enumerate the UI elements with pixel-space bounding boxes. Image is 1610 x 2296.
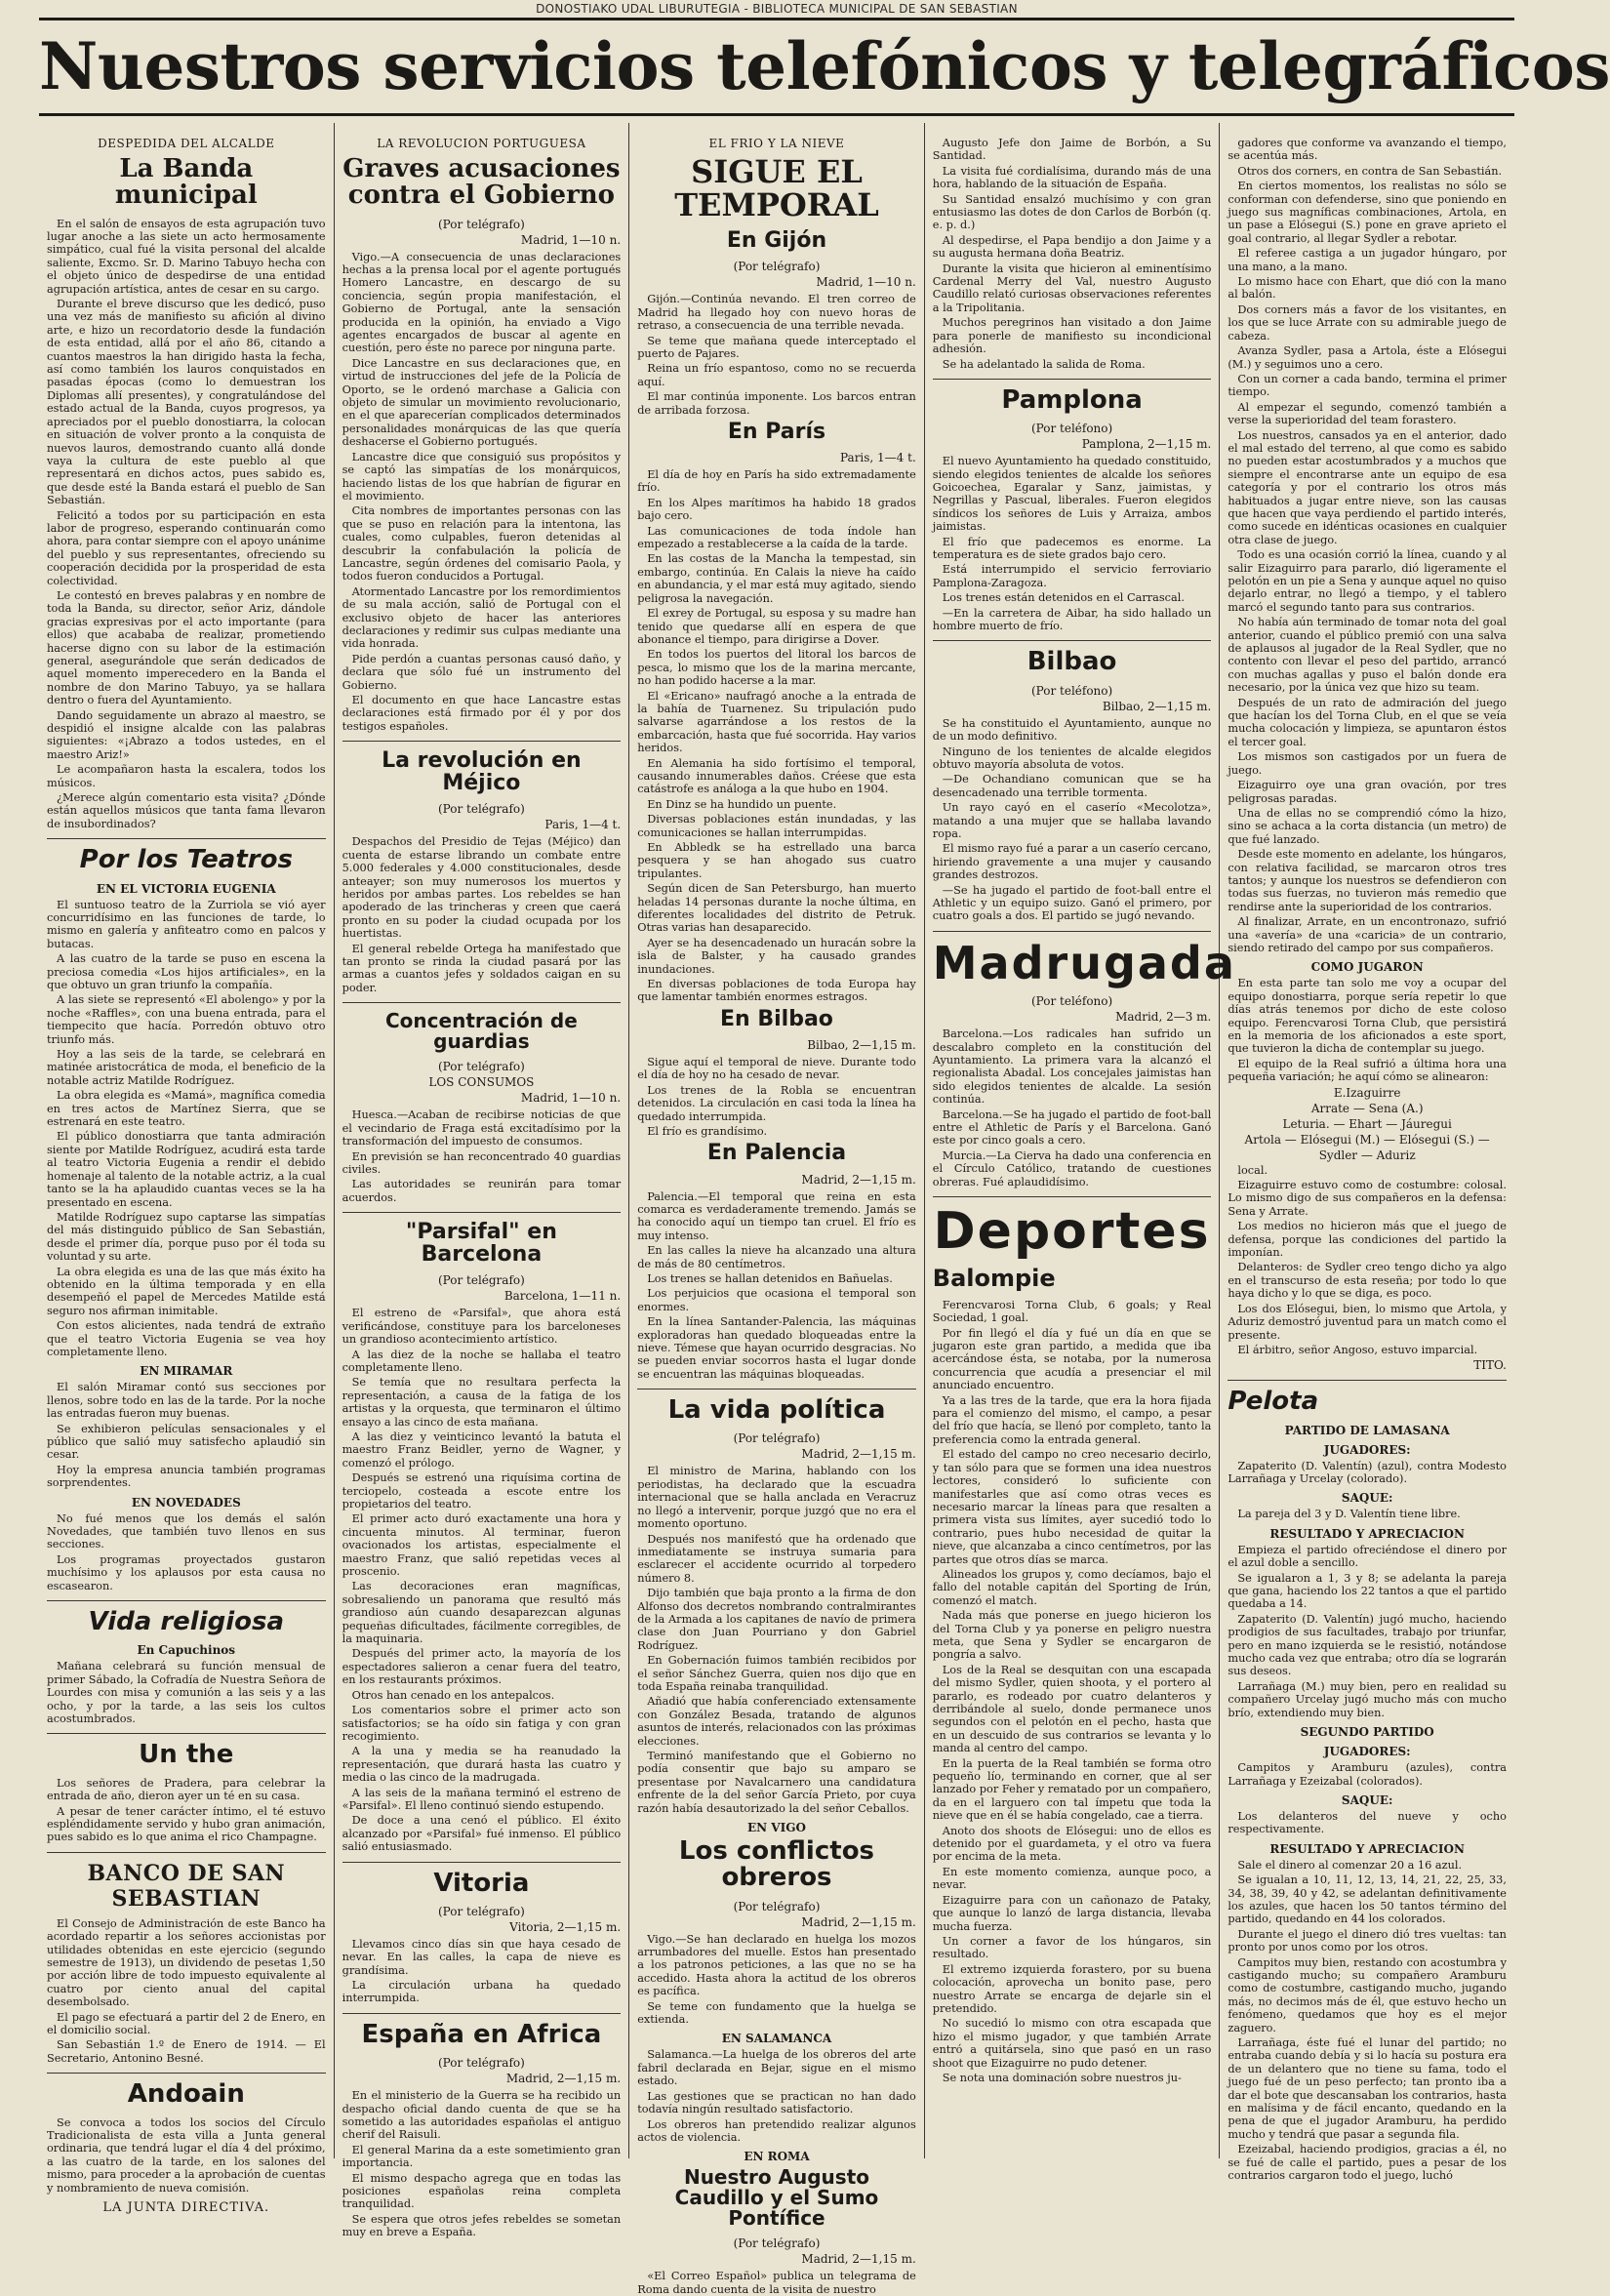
byline: (Por telégrafo) xyxy=(733,260,821,274)
subhead: En París xyxy=(727,419,826,444)
paragraph: A las siete se representó «El abolengo» y por la noche «Raffles», con una buena entrada, para el tiempecito que hacía. Porredón obtuvo otro triunfo más. xyxy=(47,993,326,1046)
byline: (Por telégrafo) xyxy=(437,802,525,817)
paragraph: Los trenes están detenidos en el Carrascal. xyxy=(942,591,1185,605)
column-4 xyxy=(925,123,1236,2158)
paragraph: Los perjuicios que ocasiona el temporal son enormes. xyxy=(637,1287,916,1313)
kicker: EL FRIO Y LA NIEVE xyxy=(708,137,845,150)
subhead: En Gijón xyxy=(726,228,827,254)
paragraph: El estreno de «Parsifal», que ahora está verificándose, constituye para los barceloneses un grandioso acontecimiento artístico. xyxy=(342,1307,622,1347)
paragraph: Felicitó a todos por su participación en esta labor de progreso, esperando continuarán como ahora, para contar siempre con el apoyo unánime del pueblo y sus representantes, ofreciendo su cooperación decidida por la prosperidad de esta colectividad. xyxy=(47,508,326,587)
separator xyxy=(342,741,622,742)
paragraph: Anoto dos shoots de Elósegui: uno de ellos es detenido por el guardameta, y el otro va fuera por encima de la meta. xyxy=(932,1824,1212,1864)
library-watermark: DONOSTIAKO UDAL LIBURUTEGIA - BIBLIOTECA MUNICIPAL DE SAN SEBASTIAN xyxy=(536,2,1018,16)
paragraph: En los Alpes marítimos ha habido 18 grados bajo cero. xyxy=(637,496,916,523)
paragraph: Está interrumpido el servicio ferroviario Pamplona-Zaragoza. xyxy=(932,563,1212,589)
paragraph: El referee castiga a un jugador húngaro, por una mano, a la mano. xyxy=(1228,247,1507,273)
paragraph: A la una y media se ha reanudado la representación, que durará hasta las cuatro y media o las cinco de la madrugada. xyxy=(342,1745,622,1785)
separator xyxy=(1228,1380,1507,1381)
signature: TITO. xyxy=(1473,1358,1507,1373)
dateline: Madrid, 2—1,15 m. xyxy=(801,1172,916,1187)
paragraph: Se espera que otros jefes rebeldes se sometan muy en breve a España. xyxy=(342,2212,622,2239)
paragraph: Al finalizar, Arrate, en un encontronazo, sufrió una «avería» de una «caricia» de un contrario, siendo retirado del campo por sus compañeros. xyxy=(1228,915,1507,954)
paragraph: Hoy la empresa anuncia también programas sorprendentes. xyxy=(47,1463,326,1490)
paragraph: El exrey de Portugal, su esposa y su madre han tenido que quedarse allí en espera de que abonance el tiempo, para dirigirse a Dover. xyxy=(637,607,916,646)
paragraph: Zapaterito (D. Valentín) (azul), contra Modesto Larrañaga y Urcelay (colorado). xyxy=(1228,1459,1507,1486)
paragraph: En ciertos momentos, los realistas no sólo se conforman con defenderse, sino que poniendo en juego sus magníficas combinaciones, Artola, en un pase a Elósegui (S.) pone en grave aprieto el goal contrario, al llegar Sydler a rebotar. xyxy=(1228,180,1507,245)
separator xyxy=(47,2073,326,2074)
paragraph: El salón Miramar contó sus secciones por llenos, sobre todo en las de la tarde. Por la noche las entradas fueron muy buenas. xyxy=(47,1381,326,1421)
paragraph: En este momento comienza, aunque poco, a nevar. xyxy=(932,1865,1212,1892)
paragraph: En la puerta de la Real también se forma otro pequeño lío, terminando en corner, que al ser lanzado por Feher y rematado por un compañero, da en el larguero con tal ímpetu que toda la nieve que en él se había congelado, cae a tierra. xyxy=(932,1756,1212,1823)
article-title: Pamplona xyxy=(1001,384,1143,415)
paragraph: Se ha constituido el Ayuntamiento, aunque no de un modo definitivo. xyxy=(932,716,1212,744)
dateline: Madrid, 2—1,15 m. xyxy=(801,1914,916,1929)
byline: (Por teléfono) xyxy=(1030,422,1113,436)
paragraph: Según dicen de San Petersburgo, han muerto heladas 14 personas durante la noche última, en diferentes localidades del distrito de Petruk. Otras varias han desaparecido. xyxy=(637,882,916,935)
paragraph: El estado del campo no creo necesario decirlo, y tan sólo para que se formen una idea nuestros lectores, consideró lo suficiente con manifestarles que así como otras veces es necesario marcar la líneas para que resalten a primera vista sus límites, ayer sucedió todo lo contrario, pues hubo necesidad de quitar la nieve, que alcanzaba a cinco centímetros, por las partes que otros días se marca. xyxy=(932,1448,1212,1566)
byline: (Por telégrafo) xyxy=(733,2236,821,2251)
paragraph: Le contestó en breves palabras y en nombre de toda la Banda, su director, señor Ariz, dándole gracias expresivas por el acto importante (para ellos) que acababa de realizar, prometiendo hacerse digno con su labor de la estimación general, asegurándole que serán dedicados de aquel momento imperecedero en la Banda el nombre de don Marino Tabuyo, ya se hallara dentro o fuera del Ayuntamiento. xyxy=(47,588,326,707)
subsection: JUGADORES: xyxy=(1323,1745,1411,1759)
kicker: LA REVOLUCION PORTUGUESA xyxy=(377,137,586,150)
dateline: Bilbao, 2—1,15 m. xyxy=(1102,699,1212,713)
paragraph: San Sebastián 1.º de Enero de 1914. — El Secretario, Antonino Besné. xyxy=(47,2038,326,2065)
paragraph: Las comunicaciones de toda índole han empezado a restablecerse a la caída de la tarde. xyxy=(637,524,916,551)
lineup-line: Leturia. — Ehart — Jáuregui xyxy=(1282,1116,1452,1131)
paragraph: Los delanteros del nueve y ocho respectivamente. xyxy=(1228,1809,1507,1836)
paragraph: Dijo también que baja pronto a la firma de don Alfonso dos decretos nombrando contralmirantes de la Armada a los capitanes de navío de primera clase don Juan Pourriano y don Gabriel Rodríguez. xyxy=(637,1587,916,1652)
article-title: Graves acusaciones contra el Gobierno xyxy=(342,154,621,211)
article-title: Nuestro Augusto Caudillo y el Sumo Pontífice xyxy=(674,2165,879,2231)
paragraph: Matilde Rodríguez supo captarse las simpatías del más distinguido público de San Sebastián, desde el primer día, porque puso por él toda su voluntad y su arte. xyxy=(47,1210,326,1264)
paragraph: Atormentado Lancastre por los remordimientos de su mala acción, salió de Portugal con el exclusivo objeto de hacer las anteriores declaraciones y redimir sus culpas mediante una vida honrada. xyxy=(342,584,622,651)
paragraph: Vigo.—Se han declarado en huelga los mozos arrumbadores del muelle. Estos han presentado a los patronos peticiones, a las que no se ha accedido. Hasta ahora la actitud de los obreros es pacífica. xyxy=(637,1932,916,1998)
paragraph: Se temía que no resultara perfecta la representación, a causa de la fatiga de los artistas y la orquesta, que terminaron el último ensayo a las cinco de esta mañana. xyxy=(342,1376,622,1429)
paragraph: Dos corners más a favor de los visitantes, en los que se luce Arrate con su admirable juego de cabeza. xyxy=(1228,302,1507,342)
paragraph: Gijón.—Continúa nevando. El tren correo de Madrid ha llegado hoy con nuevo horas de retraso, a consecuencia de una terrible nevada. xyxy=(637,293,916,333)
dateline: Madrid, 1—10 n. xyxy=(520,1091,622,1106)
subhead: En Bilbao xyxy=(720,1006,833,1031)
paragraph: Le acompañaron hasta la escalera, todos los músicos. xyxy=(47,763,326,789)
separator xyxy=(637,1389,916,1390)
columns xyxy=(39,123,1514,2296)
paragraph: Mañana celebrará su función mensual de primer Sábado, la Cofradía de Nuestra Señora de Lourdes con misa y comunión a las seis y a las ocho, y por la tarde, a las seis los cultos acostumbrados. xyxy=(47,1660,326,1725)
byline: (Por telégrafo) xyxy=(437,2056,525,2071)
paragraph: Se nota una dominación sobre nuestros ju- xyxy=(942,2071,1182,2084)
paragraph: De doce a una cenó el público. El éxito alcanzado por «Parsifal» fué inmenso. El público salió entusiasmado. xyxy=(342,1814,622,1854)
paragraph: Los nuestros, cansados ya en el anterior, dado el mal estado del terreno, al que como es sabido no pueden estar acostumbrados y a muchos que siempre el encontrarse ante un equipo de esa categoría y por el contrario los otros más habituados a jugar entre nieve, son las causas que hacen que vaya perdiendo el partido interés, como sucede en idénticas ocasiones en cualquier otra clase de juego. xyxy=(1228,428,1507,546)
paragraph: Ayer se ha desencadenado un huracán sobre la isla de Balster, y ha causado grandes inundaciones. xyxy=(637,936,916,976)
paragraph: El frío es grandísimo. xyxy=(647,1125,768,1138)
paragraph: La obra elegida es «Mamá», magnífica comedia en tres actos de Martínez Sierra, que se estrenará en este teatro. xyxy=(47,1089,326,1129)
paragraph: La visita fué cordialísima, durando más de una hora, hablando de la situación de España. xyxy=(932,164,1212,191)
paragraph: Ferencvarosi Torna Club, 6 goals; y Real Sociedad, 1 goal. xyxy=(932,1298,1212,1325)
top-rule xyxy=(39,18,1514,20)
paragraph: Los trenes de la Robla se encuentran detenidos. La circulación en casi toda la línea ha quedado interrumpida. xyxy=(637,1083,916,1123)
paragraph: Una de ellas no se comprendió cómo la hizo, sino se achaca a la corta distancia (un metro) de que fué lanzado. xyxy=(1228,806,1507,846)
subsection: PARTIDO DE LAMASANA xyxy=(1284,1423,1450,1437)
subsection: EN ROMA xyxy=(744,2150,810,2164)
paragraph: Dice Lancastre en sus declaraciones que, en virtud de instrucciones del jefe de la Policía de Oporto, se le ordenó marchase a Galicia con objeto de simular un movimiento revolucionario, en el que aparecerían complicados determinados personalidades monárquicas de las que quería deshacerse el Gobierno portugués. xyxy=(342,356,622,449)
byline: (Por telégrafo) xyxy=(437,217,525,231)
dateline: Paris, 1—4 t. xyxy=(544,818,622,832)
paragraph: Nada más que ponerse en juego hicieron los del Torna Club y ya ponerse en peligro nuestra meta, que Sena y Sydler se encargaron de pongría a salvo. xyxy=(932,1609,1212,1662)
dateline: Barcelona, 1—11 n. xyxy=(503,1289,622,1304)
paragraph: Durante el breve discurso que les dedicó, puso una vez más de manifiesto su afición al divino arte, e hizo un recordatorio desde la fundación de esta entidad, allá por el año 86, citando a cuantos maestros la han dirigido hasta la fecha, así como también los lauros conquistados en pasadas épocas (como lo demuestran los Diplomas allí presentes), y congratulándose del estado actual de la Banda, cuyos progresos, ya apreciados por el pueblo donostiarra, la colocan en situación de volver pronto a la conquista de nuevos lauros, demostrando cuanto allá donde vaya la cultura de este pueblo al que representará en dichos actos, pues sabido es, que desde esté la Banda estará el pueblo de San Sebastián. xyxy=(47,298,326,507)
paragraph: Su Santidad ensalzó muchísimo y con gran entusiasmo las dotes de don Carlos de Borbón (q. e. p. d.) xyxy=(932,192,1212,232)
article-title: Vitoria xyxy=(433,1868,530,1898)
separator xyxy=(933,640,1212,641)
paragraph: Diversas poblaciones están inundadas, y las comunicaciones se hallan interrumpidas. xyxy=(637,813,916,839)
dateline: Pamplona, 2—1,15 m. xyxy=(1081,437,1212,452)
paragraph: En Alemania ha sido fortísimo el temporal, causando innumerables daños. Créese que esta catástrofe es análoga a la que hubo en 1904. xyxy=(637,756,916,796)
paragraph: La pareja del 3 y D. Valentín tiene libre. xyxy=(1237,1508,1461,1521)
column-3 xyxy=(629,123,925,2296)
subsection: SAQUE: xyxy=(1341,1792,1393,1807)
paragraph: El general Marina da a este sometimiento gran importancia. xyxy=(342,2143,622,2170)
subsection: JUGADORES: xyxy=(1323,1442,1411,1457)
paragraph: Se teme con fundamento que la huelga se extienda. xyxy=(637,1999,916,2027)
paragraph: Murcia.—La Cierva ha dado una conferencia en el Círculo Católico, tratando de cuestiones obreras. Fué aplaudidísimo. xyxy=(932,1148,1212,1188)
lineup-line: Artola — Elósegui (M.) — Elósegui (S.) — xyxy=(1244,1132,1490,1147)
article-title: Madrugada xyxy=(932,936,1236,989)
paragraph: No sucedió lo mismo con otra escapada que hizo el mismo jugador, y que también Arrate entró a quitársela, sino que pasó en un raso shoot que Eizaguirre no pudo detener. xyxy=(932,2017,1212,2070)
paragraph: El «Ericano» naufragó anoche a la entrada de la bahía de Tuarnenez. Su tripulación pudo salvarse agarrándose a los restos de la embarcación, hasta que fué socorrida. Hay varios heridos. xyxy=(637,689,916,755)
paragraph: El primer acto duró exactamente una hora y cincuenta minutos. Al terminar, fueron ovacionados los artistas, especialmente el maestro Franz, que salió repetidas veces al proscenio. xyxy=(342,1512,622,1579)
section-title: Por los Teatros xyxy=(79,845,293,875)
paragraph: Los dos Elósegui, bien, lo mismo que Artola, y Aduriz demostró juventud para un match como el presente. xyxy=(1228,1302,1507,1342)
dateline: Madrid, 2—3 m. xyxy=(1115,1010,1212,1025)
paragraph: Dando seguidamente un abrazo al maestro, se despidió el insigne alcalde con las palabras siguientes: «¡Abrazo a todos ustedes, en el maestro Ariz!» xyxy=(47,708,326,761)
byline: (Por telégrafo) xyxy=(437,1060,525,1074)
paragraph: Ninguno de los tenientes de alcalde elegidos obtuvo mayoría absoluta de votos. xyxy=(932,745,1212,771)
paragraph: El mismo rayo fué a parar a un caserío cercano, hiriendo gravemente a una mujer y causando grandes destrozos. xyxy=(932,842,1212,882)
paragraph: Augusto Jefe don Jaime de Borbón, a Su Santidad. xyxy=(932,137,1212,163)
paragraph: Durante el juego el dinero dió tres vueltas: tan pronto por unos como por los otros. xyxy=(1228,1927,1507,1954)
byline: (Por telégrafo) xyxy=(733,1431,821,1446)
paragraph: Hoy a las seis de la tarde, se celebrará en matinée aristocrática de moda, el beneficio de la notable actriz Matilde Rodríguez. xyxy=(47,1048,326,1087)
paragraph: Los de la Real se desquitan con una escapada del mismo Sydler, quien shoota, y el portero al pararlo, es rodeado por cuatro delanteros y derribándole al suelo, donde permanece unos segundos con el pelotón en el pecho, hasta que en un descuido de sus contrarios se levanta y lo manda al centro del campo. xyxy=(932,1663,1212,1755)
section-title: Deportes xyxy=(933,1202,1211,1262)
paragraph: Un rayo cayó en el caserío «Mecolotza», matando a una mujer que se hallaba lavando ropa. xyxy=(932,801,1212,841)
dateline: Madrid, 2—1,15 m. xyxy=(505,2072,622,2086)
article-title: Bilbao xyxy=(1026,647,1117,677)
paragraph: Después se estrenó una riquísima cortina de terciopelo, costeada a escote entre los propietarios del teatro. xyxy=(342,1471,622,1511)
paragraph: Los obreros han pretendido realizar algunos actos de violencia. xyxy=(637,2117,916,2144)
paragraph: Al despedirse, el Papa bendijo a don Jaime y a su augusta hermana doña Beatriz. xyxy=(932,233,1212,261)
separator xyxy=(342,2013,622,2014)
article-title: La vida política xyxy=(667,1395,886,1426)
paragraph: Desde este momento en adelante, los húngaros, con relativa facilidad, se marcaron otros tres tantos; y aunque los nuestros se defendieron con todas sus fuerzas, no tuvieron más remedio que rendirse ante la superioridad de los contrarios. xyxy=(1228,848,1507,913)
article-title: Concentración de guardias xyxy=(385,1009,578,1054)
dateline: Paris, 1—4 t. xyxy=(840,451,916,465)
paragraph: Empieza el partido ofreciéndose el dinero por el azul doble a sencillo. xyxy=(1228,1543,1507,1570)
kicker: DESPEDIDA DEL ALCALDE xyxy=(98,137,275,150)
paragraph: El Consejo de Administración de este Banco ha acordado repartir a los señores accionistas por utilidades obtenidas en este ejercicio (segundo semestre de 1913), un dividendo de pesetas 1,50 por acción libre de todo impuesto equivalente al cuatro por ciento anual del capital desembolsado. xyxy=(47,1916,326,2009)
paragraph: Sale el dinero al comenzar 20 a 16 azul. xyxy=(1237,1858,1463,1872)
paragraph: —En la carretera de Aibar, ha sido hallado un hombre muerto de frío. xyxy=(932,606,1212,633)
page-headline: Nuestros servicios telefónicos y telegráficos xyxy=(39,28,1610,104)
paragraph: A las diez de la noche se hallaba el teatro completamente lleno. xyxy=(342,1348,622,1374)
section-title: Un the xyxy=(139,1740,234,1770)
separator xyxy=(342,1862,622,1863)
paragraph: Todo es una ocasión corrió la línea, cuando y al salir Eizaguirro para pararlo, dió ligeramente el pelotón en un pie a Sena y aunque aquel no quiso dejarlo entrar, no llegó a tiempo, y el tablero marcó el segundo tanto para sus contrarios. xyxy=(1228,548,1507,614)
paragraph: Se ha adelantado la salida de Roma. xyxy=(942,357,1146,371)
paragraph: local. xyxy=(1237,1163,1268,1177)
paragraph: El equipo de la Real sufrió a última hora una pequeña variación; he aquí cómo se alinearon: xyxy=(1228,1057,1507,1084)
subhead: En Palencia xyxy=(706,1141,847,1166)
paragraph: En esta parte tan solo me voy a ocupar del equipo donostiarra, porque sería repetir lo que días atrás tenemos por dicho de este coloso equipo. Ferencvarosi Torna Club, que persistirá en la memoria de los aficionados a este sport, que tuvieron la dicha de contemplar su juego. xyxy=(1228,977,1507,1056)
paragraph: A pesar de tener carácter íntimo, el té estuvo espléndidamente servido y hubo gran animación, pues sabido es lo que anima el rico Champagne. xyxy=(47,1804,326,1844)
paragraph: Los señores de Pradera, para celebrar la entrada de año, dieron ayer un té en su casa. xyxy=(47,1776,326,1803)
paragraph: Ezeizabal, haciendo prodigios, gracias a él, no se fué de calle el partido, pues a pesar de los contrarios cargaron todo el juego, luchó xyxy=(1228,2143,1507,2183)
paragraph: En diversas poblaciones de toda Europa hay que lamentar también enormes estragos. xyxy=(637,978,916,1004)
separator xyxy=(933,379,1212,380)
paragraph: Después de un rato de admiración del juego que hacían los del Torna Club, en el que se veía mucha colocación y limpieza, se apuntaron éstos el tercer goal. xyxy=(1228,696,1507,748)
paragraph: Las decoraciones eran magníficas, sobresaliendo un panorama que resultó más grandioso aún cuando desaparezcan algunas pequeñas dificultades, fácilmente corregibles, de la maquinaria. xyxy=(342,1580,622,1646)
paragraph: Con estos alicientes, nada tendrá de extraño que el teatro Victoria Eugenia se vea hoy completamente lleno. xyxy=(47,1319,326,1358)
separator xyxy=(342,1212,622,1213)
column-5 xyxy=(1220,123,1514,2183)
paragraph: Los trenes se hallan detenidos en Bañuelas. xyxy=(647,1271,893,1285)
paragraph: El público donostiarra que tanta admiración siente por Matilde Rodríguez, acudirá esta tarde al teatro Victoria Eugenia a rendir el debido homenaje al talento de la notable actriz, a la cual tanto se la ha aplaudido cuantas veces se la ha presentado en escena. xyxy=(47,1130,326,1209)
paragraph: El suntuoso teatro de la Zurriola se vió ayer concurridísimo en las funciones de tarde, lo mismo en galería y anfiteatro como en palcos y butacas. xyxy=(47,898,326,950)
paragraph: En el ministerio de la Guerra se ha recibido un despacho oficial dando cuenta de que se ha sometido a las autoridades españolas el antiguo cherif del Raisuli. xyxy=(342,2089,622,2142)
paragraph: En previsión se han reconcentrado 40 guardias civiles. xyxy=(342,1149,622,1176)
separator xyxy=(342,1002,622,1003)
paragraph: El documento en que hace Lancastre estas declaraciones está firmado por él y por dos testigos españoles. xyxy=(342,694,622,733)
paragraph: Otros han cenado en los antepalcos. xyxy=(351,1688,555,1702)
paragraph: El extremo izquierda forastero, por su buena colocación, aprovecha un bonito pase, pero nuestro Arrate se encarga de dejarle sin el pretendido. xyxy=(932,1962,1212,2015)
lineup-line: Arrate — Sena (A.) xyxy=(1310,1101,1424,1115)
paragraph: ¿Merece algún comentario esta visita? ¿Dónde están aquellos músicos que tanta fama llevaron de insubordinados? xyxy=(47,791,326,830)
paragraph: No había aún terminado de tomar nota del goal anterior, cuando el público premió con una salva de aplausos al jugador de la Real Sydler, que no contento con llevar el peso del partido, arrancó con muchas agallas y puso el balón donde era necesario, por la única vez que hizo su team. xyxy=(1228,616,1507,695)
byline: (Por telégrafo) xyxy=(437,1273,525,1288)
paragraph: Despachos del Presidio de Tejas (Méjico) dan cuenta de estarse librando un combate entre 5.000 federales y 4.000 constitucionales, desde anteayer; son muy numerosos los muertos y heridos por ambas partes. Los rebeldes se han apoderado de las trincheras y creen que caerá pronto en su poder la ciudad ocupada por los huertistas. xyxy=(342,835,622,941)
separator xyxy=(933,931,1212,932)
paragraph: Reina un frío espantoso, como no se recuerda aquí. xyxy=(637,362,916,388)
paragraph: En el salón de ensayos de esta agrupación tuvo lugar anoche a las siete un acto hermosamente simpático, cual fué la visita personal del alcalde saliente, Excmo. Sr. D. Marino Tabuyo hecha con el objeto único de despedirse de una entidad agrupación artística, antes de cesar en su cargo. xyxy=(47,217,326,296)
separator xyxy=(47,1733,326,1734)
paragraph: Se convoca a todos los socios del Círculo Tradicionalista de esta villa a Junta general ordinaria, que tendrá lugar el día 4 del próximo, a las cuatro de la tarde, en los salones del mismo, para proceder a la aprobación de cuentas y nombramiento de nueva comisión. xyxy=(47,2115,326,2195)
paragraph: En las costas de la Mancha la tempestad, sin embargo, continúa. En Calais la nieve ha caído en abundancia, y el mar está muy agitado, siendo peligrosa la navegación. xyxy=(637,552,916,605)
paragraph: El día de hoy en París ha sido extremadamente frío. xyxy=(637,468,916,495)
paragraph: Con un corner a cada bando, termina el primer tiempo. xyxy=(1228,372,1507,399)
paragraph: A las cuatro de la tarde se puso en escena la preciosa comedia «Los hijos artificiales», en la que obtuvo un gran triunfo la compañía. xyxy=(47,952,326,992)
byline: (Por teléfono) xyxy=(1030,994,1113,1009)
paragraph: Se igualaron a 1, 3 y 8; se adelanta la pareja que gana, haciendo los 22 tantos a que el partido quedaba a 14. xyxy=(1228,1571,1507,1611)
paragraph: La obra elegida es una de las que más éxito ha obtenido en la última temporada y en ella desempeñó el papel de Mercedes Matilde está seguro nos afirman inimitable. xyxy=(47,1265,326,1317)
paragraph: A las diez y veinticinco levantó la batuta el maestro Franz Beidler, yerno de Wagner, y comenzó el prólogo. xyxy=(342,1430,622,1470)
section-title: Vida religiosa xyxy=(88,1607,285,1637)
headline-rule xyxy=(39,113,1514,116)
signature: LA JUNTA DIRECTIVA. xyxy=(102,2199,270,2215)
subsection: LOS CONSUMOS xyxy=(428,1075,535,1090)
byline: (Por teléfono) xyxy=(1030,683,1113,698)
subsection: RESULTADO Y APRECIACION xyxy=(1269,1841,1465,1856)
paragraph: Pide perdón a cuantas personas causó daño, y declara que sólo fué un instrumento del Gobierno. xyxy=(342,652,622,692)
paragraph: La circulación urbana ha quedado interrumpida. xyxy=(342,1979,622,2005)
dateline: Bilbao, 2—1,15 m. xyxy=(807,1037,916,1052)
dateline: Vitoria, 2—1,15 m. xyxy=(509,1919,622,1934)
subsection: SAQUE: xyxy=(1341,1491,1393,1506)
paragraph: gadores que conforme va avanzando el tiempo, se acentúa más. xyxy=(1228,137,1507,163)
subhead: Balompie xyxy=(932,1264,1056,1292)
paragraph: El ministro de Marina, hablando con los periodistas, ha declarado que la escuadra internacional que se halla anclada en Veracruz no llegó a intervenir, porque juzgó que no era el momento oportuno. xyxy=(637,1465,916,1531)
paragraph: El árbitro, señor Angoso, estuvo imparcial. xyxy=(1237,1343,1478,1356)
paragraph: Al empezar el segundo, comenzó también a verse la superioridad del team forastero. xyxy=(1228,400,1507,427)
article-title: España en Africa xyxy=(361,2019,602,2049)
paragraph: Huesca.—Acaban de recibirse noticias de que el vecindario de Fraga está excitadísimo por la transformación del impuesto de consumos. xyxy=(342,1108,622,1148)
byline: (Por telégrafo) xyxy=(733,1899,821,1913)
paragraph: En Gobernación fuimos también recibidos por el señor Sánchez Guerra, quien nos dijo que en toda España reinaba tranquilidad. xyxy=(637,1654,916,1693)
paragraph: Palencia.—El temporal que reina en esta comarca es verdaderamente tremendo. Jamás se ha conocido aquí un tiempo tan cruel. El frío es muy intenso. xyxy=(637,1189,916,1242)
paragraph: Se igualan a 10, 11, 12, 13, 14, 21, 22, 25, 33, 34, 38, 39, 40 y 42, se adelantan definitivamente los azules, que hacen los 50 tantos término del partido, quedando en 44 los colorados. xyxy=(1228,1873,1507,1926)
article-title: La Banda municipal xyxy=(114,154,258,211)
column-2 xyxy=(335,123,630,2239)
dateline: Madrid, 2—1,15 m. xyxy=(801,1447,916,1462)
paragraph: Los medios no hicieron más que el juego de defensa, porque las condiciones del partido la imponían. xyxy=(1228,1220,1507,1260)
subsection: EN MIRAMAR xyxy=(140,1364,233,1379)
lineup-line: E.Izaguirre xyxy=(1333,1085,1401,1100)
paragraph: El mismo despacho agrega que en todas las posiciones españolas reina completa tranquilidad. xyxy=(342,2171,622,2211)
paragraph: Lo mismo hace con Ehart, que dió con la mano al balón. xyxy=(1228,275,1507,302)
paragraph: Llevamos cinco días sin que haya cesado de nevar. En las calles, la capa de nieve es grandísima. xyxy=(342,1937,622,1977)
paragraph: A las seis de la mañana terminó el estreno de «Parsifal». El lleno continuó siendo estupendo. xyxy=(342,1786,622,1812)
paragraph: «El Correo Español» publica un telegrama de Roma dando cuenta de la visita de nuestro xyxy=(637,2270,916,2296)
paragraph: En la línea Santander-Palencia, las máquinas exploradoras han quedado bloqueadas entre la nieve. Témese que hayan ocurrido desgracias. No se pueden enviar socorros hasta el lugar donde se encuentran las máquinas bloqueadas. xyxy=(637,1315,916,1381)
paragraph: Las autoridades se reunirán para tomar acuerdos. xyxy=(342,1178,622,1204)
paragraph: En las calles la nieve ha alcanzado una altura de más de 80 centímetros. xyxy=(637,1244,916,1270)
subsection: RESULTADO Y APRECIACION xyxy=(1269,1526,1465,1541)
column-1 xyxy=(39,123,335,2215)
separator xyxy=(933,1196,1212,1197)
section-title: BANCO DE SAN SEBASTIAN xyxy=(87,1860,286,1912)
subsection: SEGUNDO PARTIDO xyxy=(1300,1725,1434,1740)
paragraph: Se exhibieron películas sensacionales y el público que salió muy satisfecho aplaudió sin cesar. xyxy=(47,1422,326,1462)
paragraph: En todos los puertos del litoral los barcos de pesca, lo mismo que los de la marina mercante, no han podido hacerse a la mar. xyxy=(637,648,916,688)
paragraph: Salamanca.—La huelga de los obreros del arte fabril declarada en Bejar, sigue en el mismo estado. xyxy=(637,2048,916,2088)
paragraph: Campitos muy bien, restando con acostumbra y castigando mucho; su compañero Aramburu como de costumbre, castigando mucho, jugando más, no decimos más de él, que estuvo hecho un fenómeno, quedamos que hoy es el mejor zaguero. xyxy=(1228,1955,1507,2034)
paragraph: Otros dos corners, en contra de San Sebastián. xyxy=(1237,164,1503,178)
paragraph: Barcelona.—Se ha jugado el partido de foot-ball entre el Athletic de París y el Barcelona. Ganó este por cinco goals a cero. xyxy=(932,1108,1212,1148)
paragraph: Se teme que mañana quede interceptado el puerto de Pajares. xyxy=(637,334,916,360)
subsection: EN SALAMANCA xyxy=(721,2032,832,2046)
separator xyxy=(47,1600,326,1601)
paragraph: Larrañaga (M.) muy bien, pero en realidad su compañero Urcelay jugó mucho más con mucho brío, extendiendo muy bien. xyxy=(1228,1679,1507,1719)
paragraph: Muchos peregrinos han visitado a don Jaime para ponerle de manifiesto su incondicional adhesión. xyxy=(932,316,1212,356)
subsection: EN EL VICTORIA EUGENIA xyxy=(96,881,276,896)
separator xyxy=(47,1852,326,1853)
paragraph: Zapaterito (D. Valentín) jugó mucho, haciendo prodigios de sus facultades, trabajo por triunfar, pero en mano izquierda se le resistió, notándose mucho cada vez que entraba; otro día se lograrán sus deseos. xyxy=(1228,1612,1507,1678)
paragraph: Ya a las tres de la tarde, que era la hora fijada para el comienzo del mismo, el campo, a pesar del frío que hacía, se llenó por completo, tanto la preferencia como la entrada general. xyxy=(932,1393,1212,1446)
section-title: Andoain xyxy=(127,2079,245,2110)
paragraph: Lancastre dice que consiguió sus propósitos y se captó las simpatías de los monárquicos, haciendo listas de los que habrían de figurar en el movimiento. xyxy=(342,450,622,503)
article-title: La revolución en Méjico xyxy=(382,748,582,796)
paragraph: En Dinz se ha hundido un puente. xyxy=(647,797,837,811)
article-title: "Parsifal" en Barcelona xyxy=(405,1220,557,1268)
byline: (Por telégrafo) xyxy=(437,1904,525,1918)
paragraph: Alineados los grupos y, como decíamos, bajo el fallo del notable capitán del Sporting de Irún, comenzó el match. xyxy=(932,1567,1212,1607)
paragraph: Campitos y Aramburu (azules), contra Larrañaga y Ezeizabal (colorados). xyxy=(1228,1761,1507,1788)
paragraph: El frío que padecemos es enorme. La temperatura es de siete grados bajo cero. xyxy=(932,535,1212,562)
paragraph: Eizaguirre para con un cañonazo de Pataky, que aunque lo lanzó de larga distancia, llevaba mucha fuerza. xyxy=(932,1893,1212,1933)
paragraph: Por fin llegó el día y fué un día en que se jugaron este gran partido, a medida que iba acercándose ésta, se notaba, por la numerosa concurrencia que acudía a presenciar el mil anunciado encuentro. xyxy=(932,1326,1212,1392)
paragraph: Los programas proyectados gustaron muchísimo y los aplausos por esta causa no escasearon. xyxy=(47,1552,326,1592)
paragraph: El nuevo Ayuntamiento ha quedado constituido, siendo elegidos tenientes de alcalde los señores Goicoechea, Egaralar y Sanz, jaimistas, y Negrillas y Pascual, liberales. Fueron elegidos síndicos los señores de Luis y Arraiza, ambos jaimistas. xyxy=(932,455,1212,534)
paragraph: Después del primer acto, la mayoría de los espectadores salieron a cenar fuera del teatro, en los restaurants próximos. xyxy=(342,1647,622,1687)
paragraph: Avanza Sydler, pasa a Artola, éste a Elósegui (M.) y seguimos uno a cero. xyxy=(1228,344,1507,371)
section-title: Pelota xyxy=(1228,1387,1319,1417)
paragraph: El pago se efectuará a partir del 2 de Enero, en el domicilio social. xyxy=(47,2010,326,2036)
paragraph: Sigue aquí el temporal de nieve. Durante todo el día de hoy no ha cesado de nevar. xyxy=(637,1055,916,1082)
paragraph: Cita nombres de importantes personas con las que se puso en relación para la intentona, las cuales, como culpables, fueron detenidas al descubrir la confabulación la policía de Lancastre, según órdenes del comisario Paola, y todos fueron conducidos a Portugal. xyxy=(342,504,622,584)
paragraph: Un corner a favor de los húngaros, sin resultado. xyxy=(932,1934,1212,1961)
paragraph: Los comentarios sobre el primer acto son satisfactorios; se ha oído sin fatiga y con gran recogimiento. xyxy=(342,1704,622,1743)
dateline: Madrid, 2—1,15 m. xyxy=(801,2252,916,2267)
paragraph: Eizaguirre estuvo como de costumbre: colosal. Lo mismo digo de sus compañeros en la defensa: Sena y Arrate. xyxy=(1228,1179,1507,1218)
paragraph: Delanteros: de Sydler creo tengo dicho ya algo en el transcurso de esta reseña; por todo lo que haya dicho y lo que se diga, es poco. xyxy=(1228,1261,1507,1301)
separator xyxy=(47,838,326,839)
paragraph: El mar continúa imponente. Los barcos entran de arribada forzosa. xyxy=(637,390,916,417)
article-title: SIGUE EL TEMPORAL xyxy=(674,153,879,223)
dateline: Madrid, 1—10 n. xyxy=(816,275,916,290)
paragraph: Los mismos son castigados por un fuera de juego. xyxy=(1228,750,1507,777)
paragraph: —Se ha jugado el partido de foot-ball entre el Athletic y un equipo suizo. Ganó el primero, por cuatro goals a dos. El partido se jugó nevando. xyxy=(932,883,1212,923)
paragraph: El general rebelde Ortega ha manifestado que tan pronto se rinda la ciudad pasará por las armas a cuantos jefes y soldados caigan en su poder. xyxy=(342,942,622,994)
paragraph: Después nos manifestó que ha ordenado que inmediatamente se instruya sumaria para esclarecer el accidente ocurrido al torpedero número 8. xyxy=(637,1532,916,1585)
paragraph: Las gestiones que se practican no han dado todavía ningún resultado satisfactorio. xyxy=(637,2089,916,2116)
subsection: COMO JUGARON xyxy=(1310,960,1424,975)
subsection: En Capuchinos xyxy=(137,1643,236,1658)
dateline: Madrid, 1—10 n. xyxy=(520,232,622,247)
paragraph: —De Ochandiano comunican que se ha desencadenado una terrible tormenta. xyxy=(932,773,1212,799)
paragraph: Terminó manifestando que el Gobierno no podía consentir que bajo su amparo se presentase por Navalcarnero una candidatura enfrente de la del señor García Prieto, por cuya razón había desautorizado la del señor Ceballos. xyxy=(637,1750,916,1815)
article-title: Los conflictos obreros xyxy=(678,1836,875,1893)
subsection: EN VIGO xyxy=(747,1821,806,1835)
paragraph: Vigo.—A consecuencia de unas declaraciones hechas a la prensa local por el agente portugués Homero Lancastre, en descargo de su conciencia, según propia manifestación, el Gobierno de Portugal, ante la sensación producida en la opinión, ha enviado a Vigo agentes encargados de buscar al agente en cuestión, pero éste no parece por ninguna parte. xyxy=(342,250,622,355)
paragraph: Eizaguirro oye una gran ovación, por tres peligrosas paradas. xyxy=(1228,779,1507,805)
paragraph: Durante la visita que hicieron al eminentísimo Cardenal Merry del Val, nuestro Augusto Caudillo relató curiosas observaciones referentes a la Tripolitania. xyxy=(932,262,1212,314)
lineup-line: Sydler — Aduriz xyxy=(1318,1148,1416,1162)
paragraph: En Abbledk se ha estrellado una barca pesquera y se han ahogado sus cuatro tripulantes. xyxy=(637,841,916,880)
paragraph: No fué menos que los demás el salón Novedades, que también tuvo llenos en sus secciones. xyxy=(47,1511,326,1551)
subsection: EN NOVEDADES xyxy=(131,1495,241,1510)
paragraph: Larrañaga, éste fué el lunar del partido; no entraba cuando debía y si lo hacía su postura era de un delantero que no tiene su fama, todo el juego fué de un peso perfecto; tan pronto iba a dar el bote que descansaban los contrarios, hasta en malísima y de fácil encanto, quedando en la pena de que el jugador Aramburu, ha perdido mucho y tendrá que pasar a segunda fila. xyxy=(1228,2036,1507,2141)
paragraph: Barcelona.—Los radicales han sufrido un descalabro completo en la constitución del Ayuntamiento. La primera vara la alcanzó el regionalista Abadal. Los concejales jaimistas han sido elegidos tenientes de alcalde. La sesión continúa. xyxy=(932,1027,1212,1107)
paragraph: Añadió que había conferenciado extensamente con González Besada, tratando de algunos asuntos de interés, relacionados con las próximas elecciones. xyxy=(637,1695,916,1748)
